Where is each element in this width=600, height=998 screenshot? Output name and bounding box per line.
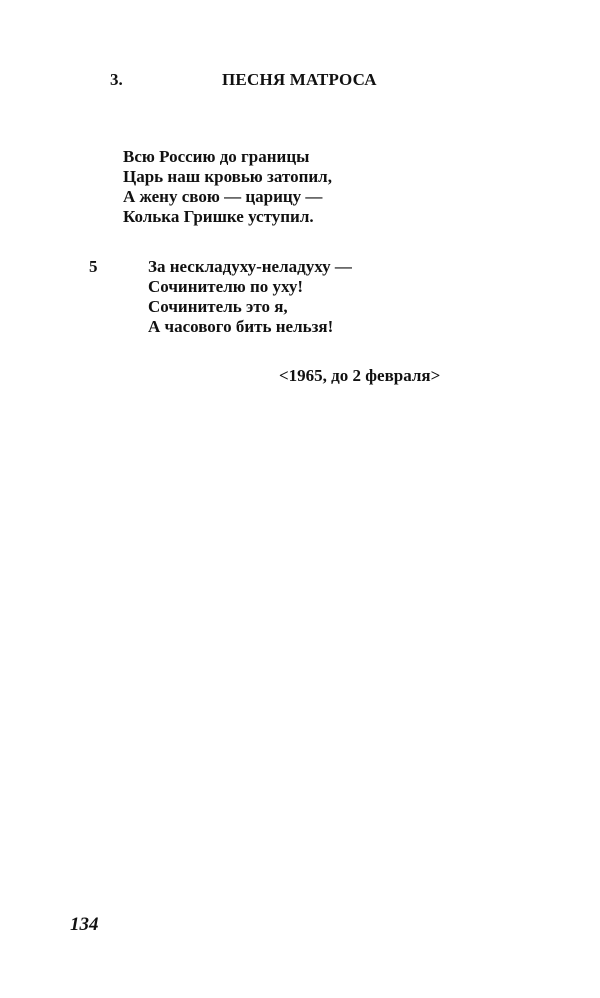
section-number: 3. — [110, 70, 123, 89]
poem-line: Колька Гришке уступил. — [123, 207, 314, 226]
stanza-2 — [148, 257, 352, 337]
poem-line: Сочинителю по уху! — [148, 277, 304, 296]
page-number: 134 — [70, 914, 99, 935]
poem-line: За нескладуху-неладуху — — [148, 257, 352, 276]
date-note: <1965, до 2 февраля> — [279, 366, 441, 385]
poem-line: А часового бить нельзя! — [148, 317, 334, 336]
poem-line: А жену свою — царицу — — [123, 187, 323, 206]
poem-line: Сочинитель это я, — [148, 297, 288, 316]
poem-title: ПЕСНЯ МАТРОСА — [222, 70, 377, 89]
poem-line: Царь наш кровью затопил, — [123, 167, 332, 186]
poem-line: Всю Россию до границы — [123, 147, 310, 166]
line-number: 5 — [89, 257, 98, 276]
stanza-1 — [123, 147, 332, 227]
